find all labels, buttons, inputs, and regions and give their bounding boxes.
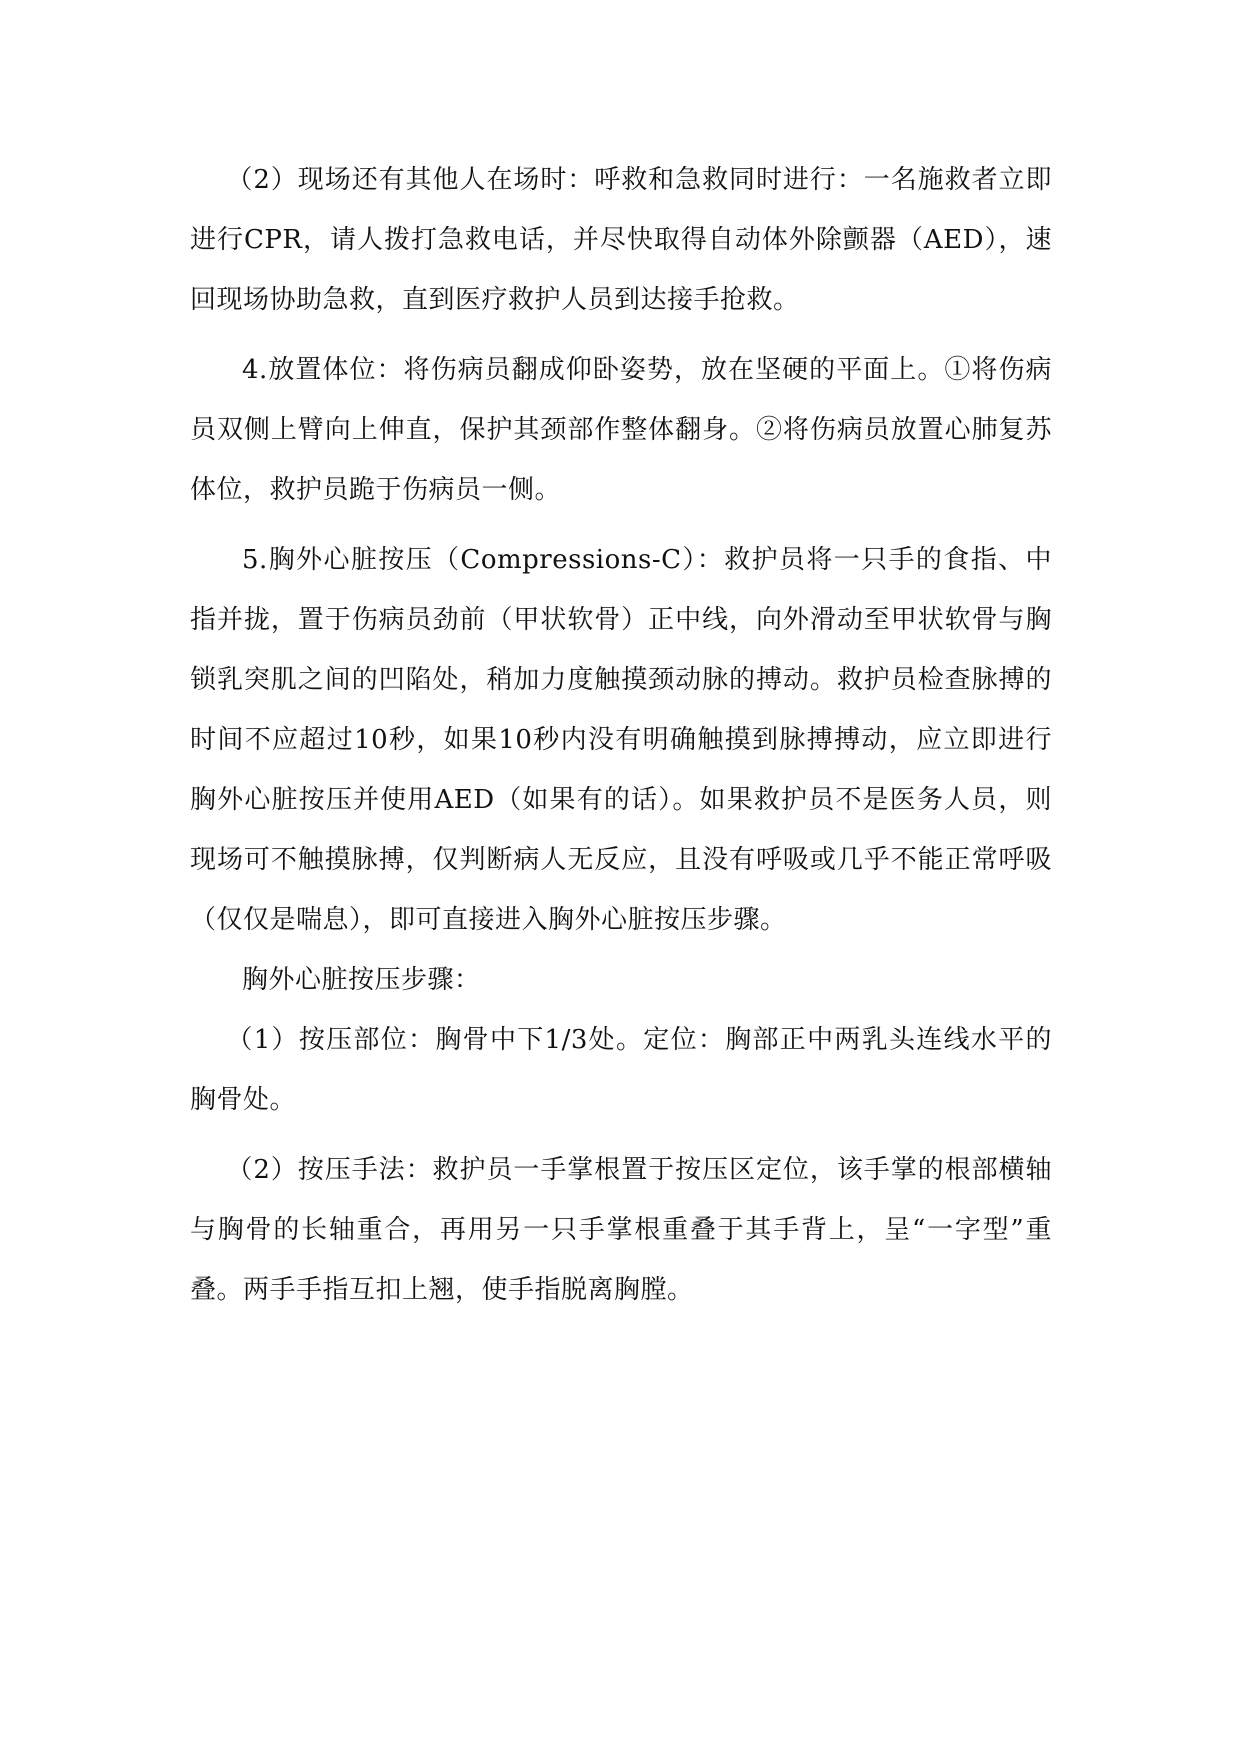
paragraph-chest-compressions: 5.胸外心脏按压（Compressions-C）：救护员将一只手的食指、中指并拢，置于伤病员劲前（甲状软骨）正中线，向外滑动至甲状软骨与胸锁乳突肌之间的凹陷处，稍加力度触摸颈动脉的搏动。救护员检查脉搏的时间不应超过10秒，如果10秒内没有明确触摸到脉搏搏动，应立即进行胸外心脏按压并使用AED（如果有的话）。如果救护员不是医务人员，则现场可不触摸脉搏，仅判断病人无反应，且没有呼吸或几乎不能正常呼吸（仅仅是喘息），即可直接进入胸外心脏按压步骤。 xyxy=(190,545,1052,935)
paragraph-compression-site: （1）按压部位：胸骨中下1/3处。定位：胸部正中两乳头连线水平的胸骨处。 xyxy=(190,1025,1052,1115)
paragraph-compression-steps-heading: 胸外心脏按压步骤： xyxy=(242,965,481,995)
paragraph-compression-technique: （2）按压手法：救护员一手掌根置于按压区定位，该手掌的根部横轴与胸骨的长轴重合，再用另一只手掌根重叠于其手背上，呈“一字型”重叠。两手手指互扣上翘，使手指脱离胸膛。 xyxy=(190,1155,1052,1305)
document-page xyxy=(190,150,1052,1320)
paragraph-scene-others-present: （2）现场还有其他人在场时：呼救和急救同时进行：一名施救者立即进行CPR，请人拨打急救电话，并尽快取得自动体外除颤器（AED），速回现场协助急救，直到医疗救护人员到达接手抢救。 xyxy=(190,165,1052,315)
paragraph-body-position: 4.放置体位：将伤病员翻成仰卧姿势，放在坚硬的平面上。①将伤病员双侧上臂向上伸直，保护其颈部作整体翻身。②将伤病员放置心肺复苏体位，救护员跪于伤病员一侧。 xyxy=(190,355,1052,505)
